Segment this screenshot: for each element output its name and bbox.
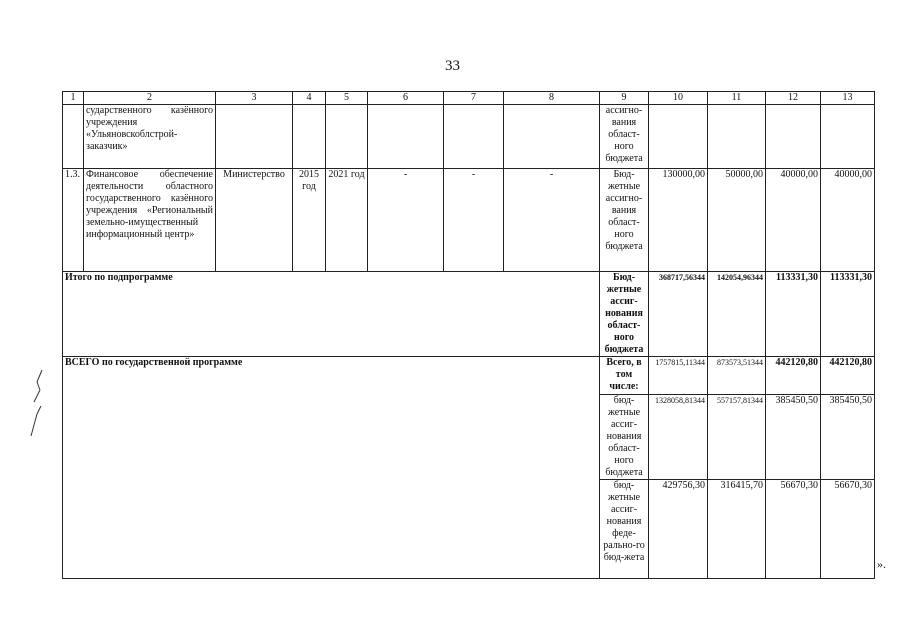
column-number-cell: 6 — [368, 92, 444, 105]
value-cell: 316415,70 — [708, 480, 766, 579]
executor-cell: Министерство — [216, 169, 293, 272]
value-cell: 873573,51344 — [708, 357, 766, 395]
value-cell: 56670,30 — [766, 480, 821, 579]
value-cell: 385450,50 — [821, 395, 875, 480]
value-cell: 385450,50 — [766, 395, 821, 480]
empty-cell — [504, 105, 600, 169]
dash-cell: - — [504, 169, 600, 272]
value-cell: 557157,81344 — [708, 395, 766, 480]
value-cell: 56670,30 — [821, 480, 875, 579]
row-number-cell — [63, 105, 84, 169]
dash-cell: - — [444, 169, 504, 272]
column-number-cell: 13 — [821, 92, 875, 105]
column-number-cell: 2 — [84, 92, 216, 105]
table-row — [63, 105, 875, 169]
table-row — [63, 169, 875, 272]
measure-name-cell: сударственного казённого учреждения «Ульяновскоблстрой-заказчик» — [84, 105, 216, 169]
column-number-cell: 8 — [504, 92, 600, 105]
column-number-cell: 4 — [293, 92, 326, 105]
empty-cell — [368, 105, 444, 169]
measure-name-cell: Финансовое обеспечение деятельности областного государственного казённого учреждения «Региональный земельно-имущественный информационный центр» — [84, 169, 216, 272]
column-number-cell: 12 — [766, 92, 821, 105]
value-cell — [821, 105, 875, 169]
value-cell: 142054,96344 — [708, 272, 766, 357]
value-cell: 50000,00 — [708, 169, 766, 272]
column-number-cell: 9 — [600, 92, 649, 105]
value-cell: 1757815,11344 — [649, 357, 708, 395]
value-cell: 40000,00 — [821, 169, 875, 272]
column-number-row — [63, 92, 875, 105]
subtotal-label: Итого по подпрограмме — [63, 272, 600, 357]
end-year-cell — [326, 105, 368, 169]
dash-cell: - — [368, 169, 444, 272]
value-cell: 429756,30 — [649, 480, 708, 579]
value-cell: 1328058,81344 — [649, 395, 708, 480]
value-cell: 130000,00 — [649, 169, 708, 272]
value-cell: 40000,00 — [766, 169, 821, 272]
value-cell — [708, 105, 766, 169]
page-number: 33 — [445, 58, 460, 74]
funding-source-cell: бюд-жетные ассиг-нования феде-рально-го бюд-жета — [600, 480, 649, 579]
funding-source-cell: бюд-жетные ассиг-нования област-ного бюджета — [600, 395, 649, 480]
funding-source-cell: ассигно-вания област-ного бюджета — [600, 105, 649, 169]
start-year-cell — [293, 105, 326, 169]
funding-source-cell: Всего, в том числе: — [600, 357, 649, 395]
empty-cell — [444, 105, 504, 169]
value-cell: 113331,30 — [821, 272, 875, 357]
column-number-cell: 3 — [216, 92, 293, 105]
pen-stroke-mark — [26, 404, 44, 438]
row-number-cell: 1.3. — [63, 169, 84, 272]
value-cell: 113331,30 — [766, 272, 821, 357]
column-number-cell: 1 — [63, 92, 84, 105]
closing-quote: ». — [877, 557, 886, 571]
subtotal-row — [63, 272, 875, 357]
start-year-cell: 2015 год — [293, 169, 326, 272]
total-label: ВСЕГО по государственной программе — [63, 357, 600, 579]
budget-table — [62, 91, 875, 579]
value-cell: 368717,56344 — [649, 272, 708, 357]
column-number-cell: 5 — [326, 92, 368, 105]
funding-source-cell: Бюд-жетные ассигно-вания област-ного бюджета — [600, 169, 649, 272]
executor-cell — [216, 105, 293, 169]
value-cell: 442120,80 — [766, 357, 821, 395]
value-cell — [766, 105, 821, 169]
end-year-cell: 2021 год — [326, 169, 368, 272]
value-cell: 442120,80 — [821, 357, 875, 395]
funding-source-cell: Бюд-жетные ассиг-нования област-ного бюджета — [600, 272, 649, 357]
total-row — [63, 357, 875, 395]
column-number-cell: 10 — [649, 92, 708, 105]
value-cell — [649, 105, 708, 169]
column-number-cell: 7 — [444, 92, 504, 105]
pen-stroke-mark — [28, 368, 46, 404]
column-number-cell: 11 — [708, 92, 766, 105]
